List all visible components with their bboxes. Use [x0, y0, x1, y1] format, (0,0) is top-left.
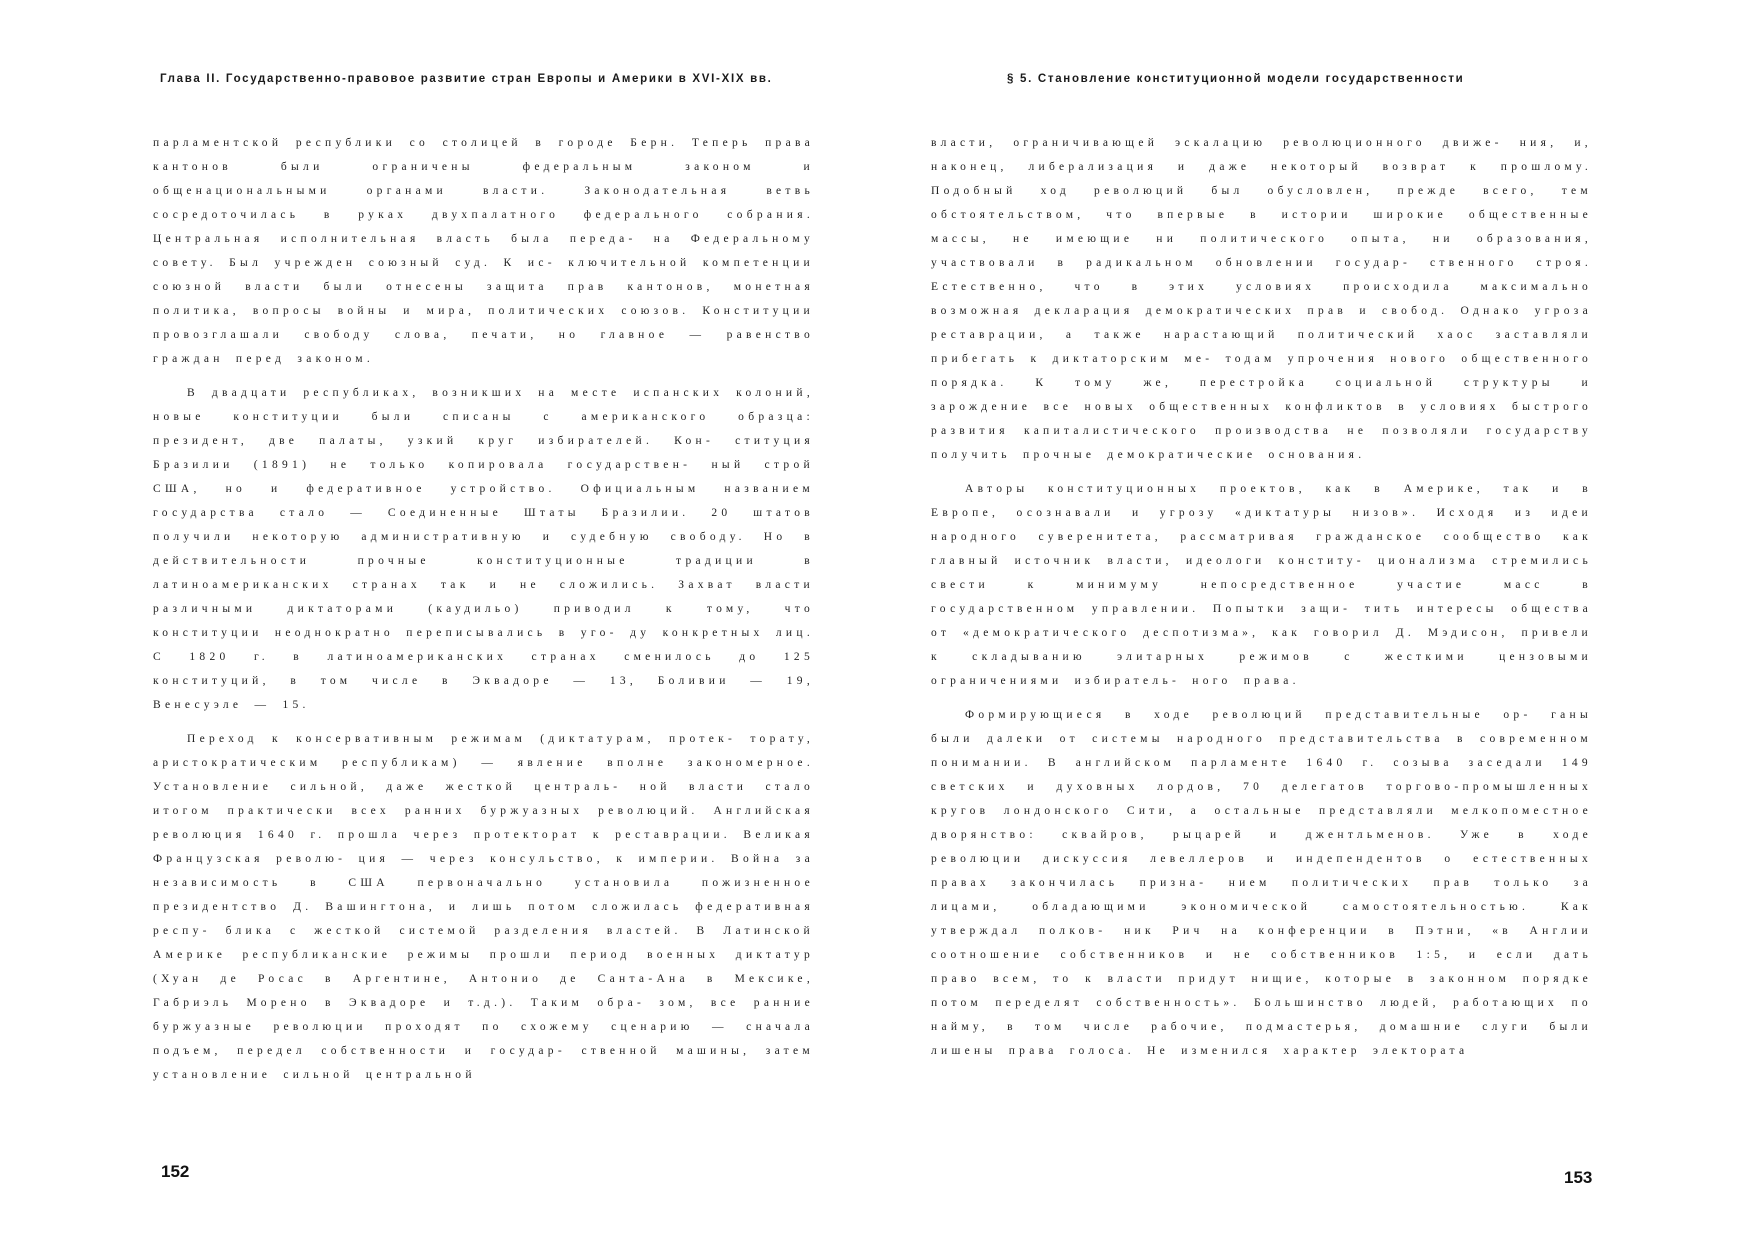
running-header-right: § 5. Становление конституционной модели государственности [1007, 73, 1465, 85]
running-header-left: Глава II. Государственно-правовое развитие стран Европы и Америки в XVI-XIX вв. [160, 73, 773, 85]
paragraph: парламентской республики со столицей в городе Берн. Теперь права кантонов были ограничены федеральным законом и общенациональными органами власти. Законодательная ветвь сосредоточилась в руках двухпалатного федерального собрания. Центральная исполнительная власть была переда- на Федеральному совету. Был учрежден союзный суд. К ис- ключительной компетенции союзной власти были отнесены защита прав кантонов, монетная политика, вопросы войны и мира, политических союзов. Конституции провозглашали свободу слова, печати, но главное — равенство граждан перед законом. [153, 137, 814, 365]
right-page [877, 0, 1754, 1239]
paragraph: Переход к консервативным режимам (диктатурам, протек- торату, аристократическим республикам) — явление вполне закономерное. Установление сильной, даже жесткой централь- ной власти стало итогом практически всех ранних буржуазных революций. Английская революция 1640 г. прошла через протекторат к реставрации. Великая Французская револю- ция — через консульство, к империи. Война за независимость в США первоначально установила пожизненное президентство Д. Вашингтона, и лишь потом сложилась федеративная респу- блика с жесткой системой разделения властей. В Латинской Америке республиканские режимы прошли период военных диктатур (Хуан де Росас в Аргентине, Антонио де Санта-Ана в Мексике, Габриэль Морено в Эквадоре и т.д.). Таким обра- зом, все ранние буржуазные революции проходят по схожему сценарию — сначала подъем, передел собственности и государ- ственной машины, затем установление сильной центральной [153, 733, 814, 1081]
body-text-left [153, 131, 814, 1097]
paragraph: В двадцати республиках, возникших на месте испанских колоний, новые конституции были списаны с американского образца: президент, две палаты, узкий круг избирателей. Кон- ституция Бразилии (1891) не только копировала государствен- ный строй США, но и федеративное устройство. Официальным названием государства стало — Соединенные Штаты Бразилии. 20 штатов получили некоторую административную и судебную свободу. Но в действительности прочные конституционные традиции в латиноамериканских странах так и не сложились. Захват власти различными диктаторами (каудильо) приводил к тому, что конституции неоднократно переписывались в уго- ду конкретных лиц. С 1820 г. в латиноамериканских странах сменилось до 125 конституций, в том числе в Эквадоре — 13, Боливии — 19, Венесуэле — 15. [153, 387, 814, 711]
paragraph: власти, ограничивающей эскалацию революционного движе- ния, и, наконец, либерализация и даже некоторый возврат к прошлому. Подобный ход революций был обусловлен, прежде всего, тем обстоятельством, что впервые в истории широкие общественные массы, не имеющие ни политического опыта, ни образования, участвовали в радикальном обновлении государ- ственного строя. Естественно, что в этих условиях происходила максимально возможная декларация демократических прав и свобод. Однако угроза реставрации, а также нарастающий политический хаос заставляли прибегать к диктаторским ме- тодам упрочения нового общественного порядка. К тому же, перестройка социальной структуры и зарождение все новых общественных конфликтов в условиях быстрого развития капиталистического производства не позволяли государству получить прочные демократические основания. [931, 137, 1592, 461]
paragraph: Формирующиеся в ходе революций представительные ор- ганы были далеки от системы народного представительства в современном понимании. В английском парламенте 1640 г. созыва заседали 149 светских и духовных лордов, 70 делегатов торгово-промышленных кругов лондонского Сити, а остальные представляли мелкопоместное дворянство: сквайров, рыцарей и джентльменов. Уже в ходе революции дискуссия левеллеров и индепендентов о естественных правах закончилась призна- нием политических прав только за лицами, обладающими экономической самостоятельностью. Как утверждал полков- ник Рич на конференции в Пэтни, «в Англии соотношение собственников и не собственников 1:5, и если дать право всем, то к власти придут нищие, которые в законном порядке потом переделят собственность». Большинство людей, работающих по найму, в том числе рабочие, подмастерья, домашние слуги были лишены права голоса. Не изменился характер электората [931, 709, 1592, 1057]
page-number-left: 152 [161, 1162, 190, 1181]
body-text-right [931, 131, 1592, 1073]
page-number-right: 153 [1564, 1168, 1593, 1187]
paragraph: Авторы конституционных проектов, как в Америке, так и в Европе, осознавали и угрозу «диктатуры низов». Исходя из идеи народного суверенитета, рассматривая гражданское сообщество как главный источник власти, идеологи конститу- ционализма стремились свести к минимуму непосредственное участие масс в государственном управлении. Попытки защи- тить интересы общества от «демократического деспотизма», как говорил Д. Мэдисон, привели к складыванию элитарных режимов с жесткими цензовыми ограничениями избиратель- ного права. [931, 483, 1592, 687]
